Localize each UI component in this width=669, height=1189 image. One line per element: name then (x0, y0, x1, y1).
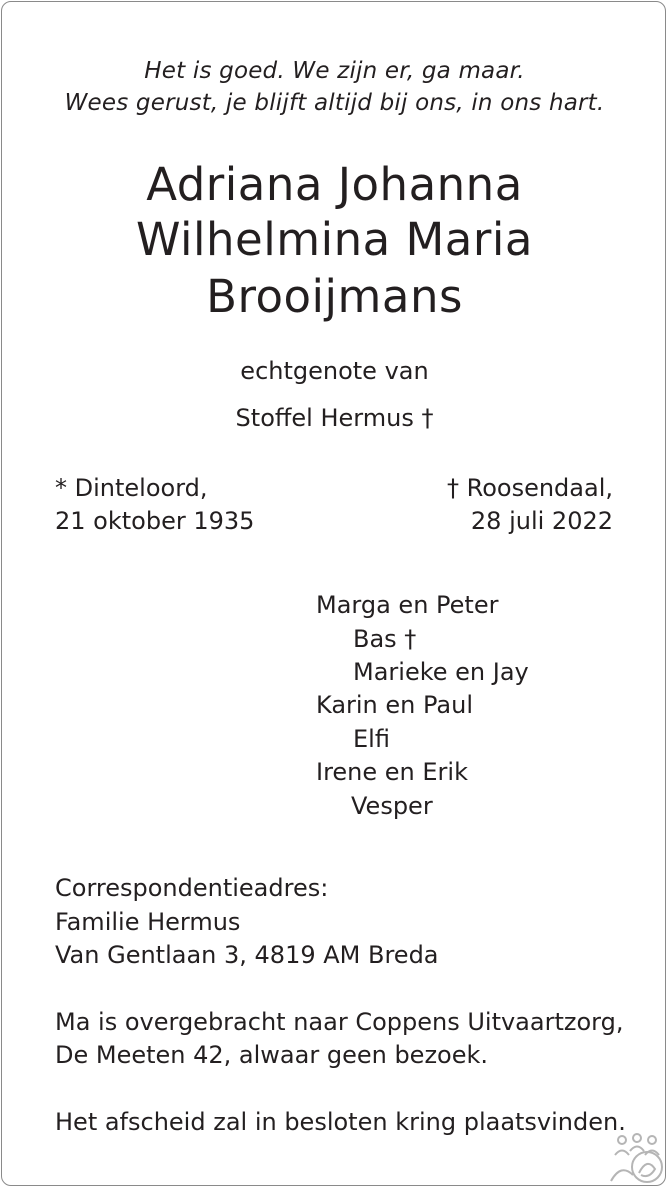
poem-line-2: Wees gerust, je blijft altijd bij ons, in ons hart. (64, 90, 605, 116)
deceased-name-line-2: Wilhelmina Maria (136, 213, 533, 266)
correspondence-address: Van Gentlaan 3, 4819 AM Breda (55, 941, 439, 969)
correspondence-name: Familie Hermus (55, 908, 241, 936)
family-member-3: Marieke en Jay (353, 658, 529, 686)
death-date: 28 juli 2022 (470, 507, 613, 535)
family-member-5: Elfi (353, 725, 390, 753)
death-place: † Roosendaal, (446, 474, 613, 502)
deceased-name-line-1: Adriana Johanna (146, 158, 523, 211)
spouse-name: Stoffel Hermus † (235, 404, 434, 432)
farewell-text: Het afscheid zal in besloten kring plaatsvinden. (55, 1108, 626, 1136)
family-member-6: Irene en Erik (316, 758, 468, 786)
relation-label: echtgenote van (240, 357, 429, 385)
family-member-1: Marga en Peter (316, 591, 499, 619)
people-circle-logo-icon (609, 1133, 667, 1185)
deceased-name-line-3: Brooijmans (206, 270, 463, 323)
birth-date: 21 oktober 1935 (55, 507, 255, 535)
correspondence-heading: Correspondentieadres: (55, 874, 329, 902)
family-member-4: Karin en Paul (316, 691, 473, 719)
poem-line-1: Het is goed. We zijn er, ga maar. (144, 58, 525, 84)
family-member-7: Vesper (351, 792, 433, 820)
birth-place: * Dinteloord, (55, 474, 208, 502)
notice-line-2: De Meeten 42, alwaar geen bezoek. (55, 1041, 489, 1069)
notice-line-1: Ma is overgebracht naar Coppens Uitvaartzorg, (55, 1008, 624, 1036)
family-member-2: Bas † (353, 625, 417, 653)
